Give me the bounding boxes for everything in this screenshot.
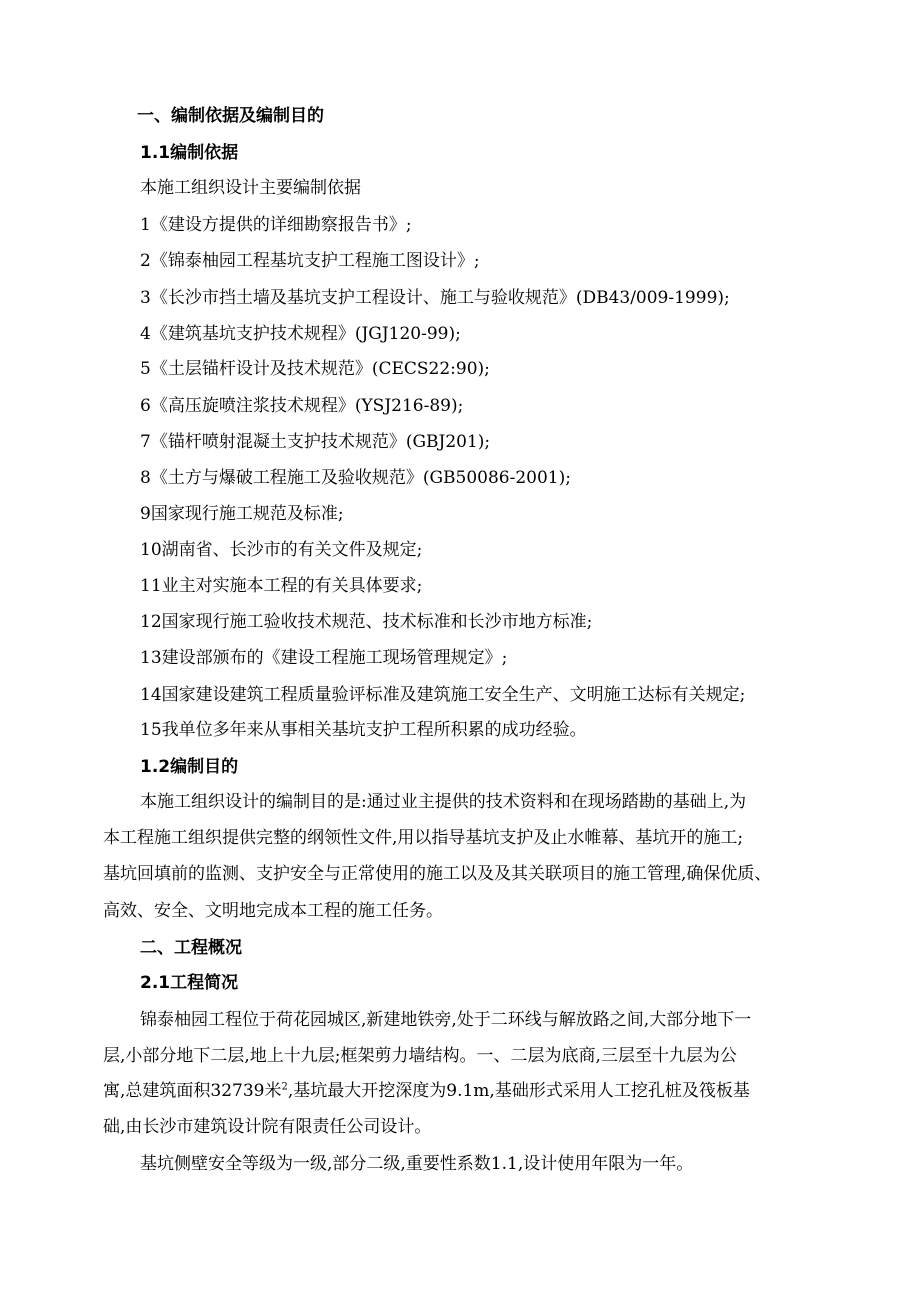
- overview-text: ,基坑最大开挖深度为9.1m,基础形式采用人工挖孔桩及筏板基: [287, 1081, 750, 1101]
- basis-item: 13建设部颁布的《建设工程施工现场管理规定》;: [140, 648, 508, 668]
- safety-line: 基坑侧壁安全等级为一级,部分二级,重要性系数1.1,设计使用年限为一年。: [140, 1154, 694, 1174]
- basis-item: 12国家现行施工验收技术规范、技术标准和长沙市地方标准;: [140, 612, 593, 632]
- purpose-line: 高效、安全、文明地完成本工程的施工任务。: [103, 901, 443, 921]
- overview-text: 寓,总建筑面积32739米: [103, 1081, 282, 1101]
- basis-item: 14国家建设建筑工程质量验评标准及建筑施工安全生产、文明施工达标有关规定;: [140, 685, 746, 705]
- basis-item: 11业主对实施本工程的有关具体要求;: [140, 576, 423, 596]
- basis-item: 6《高压旋喷注浆技术规程》(YSJ216-89);: [140, 396, 464, 416]
- section-heading-2: 二、工程概况: [140, 938, 242, 958]
- subsection-heading-2-1: 2.1工程简况: [140, 973, 239, 993]
- overview-line: [103, 1080, 750, 1102]
- subsection-heading-1-1: 1.1编制依据: [140, 143, 239, 163]
- overview-line: 锦泰柚园工程位于荷花园城区,新建地铁旁,处于二环线与解放路之间,大部分地下一: [140, 1010, 752, 1030]
- basis-intro: 本施工组织设计主要编制依据: [140, 178, 361, 198]
- basis-item: 5《土层锚杆设计及技术规范》(CECS22:90);: [140, 359, 490, 379]
- overview-line: 础,由长沙市建筑设计院有限责任公司设计。: [103, 1117, 432, 1137]
- basis-item: 4《建筑基坑支护技术规程》(JGJ120-99);: [140, 324, 461, 344]
- basis-item: 9国家现行施工规范及标准;: [140, 504, 344, 524]
- basis-item: 10湖南省、长沙市的有关文件及规定;: [140, 540, 423, 560]
- basis-item: 2《锦泰柚园工程基坑支护工程施工图设计》;: [140, 251, 480, 271]
- basis-item: 8《土方与爆破工程施工及验收规范》(GB50086-2001);: [140, 468, 571, 488]
- purpose-line: 基坑回填前的监测、支护安全与正常使用的施工以及及其关联项目的施工管理,确保优质、: [103, 864, 772, 884]
- overview-line: 层,小部分地下二层,地上十九层;框架剪力墙结构。一、二层为底商,三层至十九层为公: [103, 1046, 737, 1066]
- basis-item: 3《长沙市挡土墙及基坑支护工程设计、施工与验收规范》(DB43/009-1999);: [140, 288, 730, 308]
- purpose-line: 本工程施工组织提供完整的纲领性文件,用以指导基坑支护及止水帷幕、基坑开的施工;: [103, 828, 744, 848]
- subsection-heading-1-2: 1.2编制目的: [140, 757, 239, 777]
- basis-item: 1《建设方提供的详细勘察报告书》;: [140, 215, 412, 235]
- section-heading-1: 一、编制依据及编制目的: [137, 106, 324, 126]
- purpose-line: 本施工组织设计的编制目的是:通过业主提供的技术资料和在现场踏勘的基础上,为: [140, 792, 747, 812]
- basis-item: 7《锚杆喷射混凝土支护技术规范》(GBJ201);: [140, 432, 491, 452]
- basis-item: 15我单位多年来从事相关基坑支护工程所积累的成功经验。: [140, 720, 587, 740]
- superscript: 2: [281, 1081, 288, 1093]
